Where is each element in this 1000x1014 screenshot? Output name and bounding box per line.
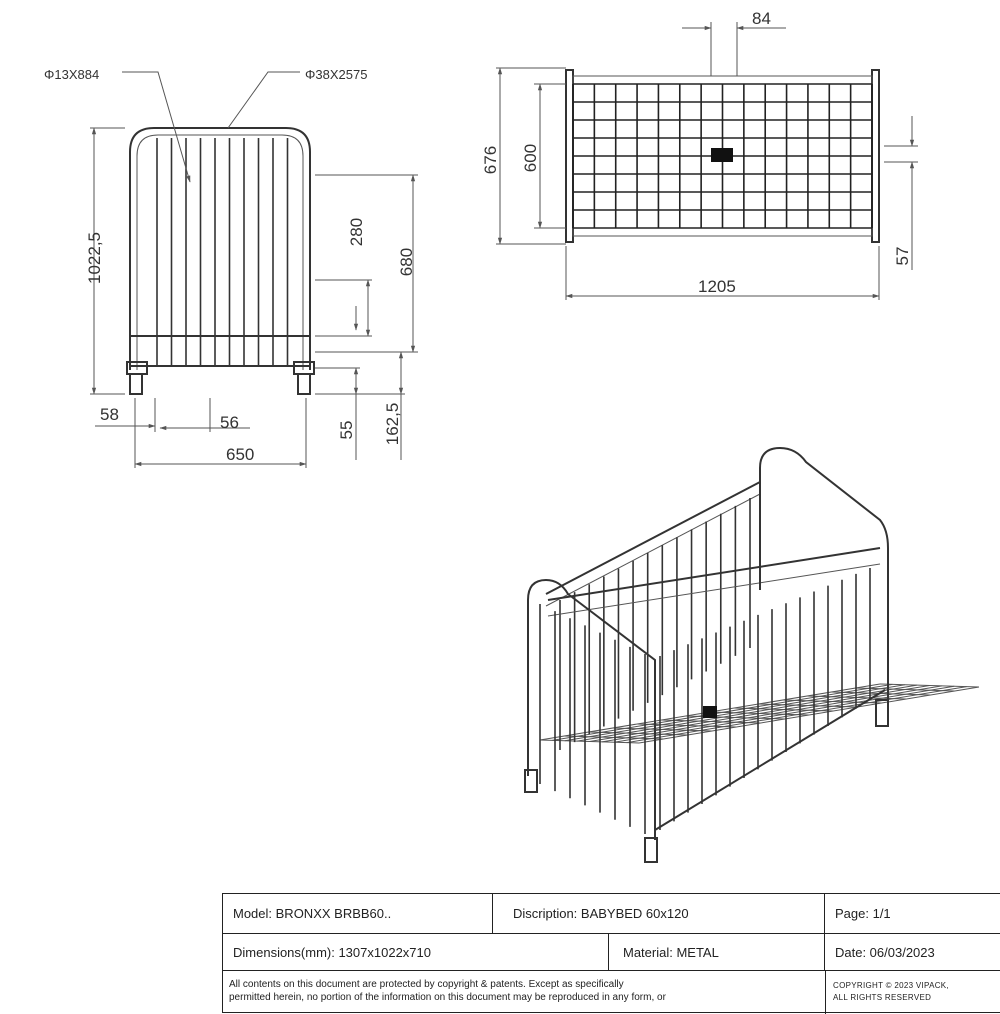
isometric-view xyxy=(525,448,979,862)
notice-line-1: All contents on this document are protected by copyright & patents. Except as specifically xyxy=(229,979,624,990)
title-block xyxy=(222,893,1000,1013)
dim-length: 1205 xyxy=(698,277,736,296)
top-rail-top xyxy=(573,76,872,84)
front-view xyxy=(44,67,418,468)
dim-total-height: 1022,5 xyxy=(85,232,104,284)
dim-inner-depth: 600 xyxy=(521,143,540,173)
dim-leg: 162,5 xyxy=(383,402,402,446)
top-view xyxy=(481,9,918,300)
iso-mattress-base xyxy=(540,684,979,743)
iso-front-bottom-rail xyxy=(655,690,885,830)
iso-back-top-rail-inner xyxy=(546,494,760,606)
leg-left xyxy=(130,374,142,394)
iso-base-line xyxy=(627,687,967,743)
dim-bottom: 55 xyxy=(337,420,356,440)
notice-line-2: permitted herein, no portion of the information on this document may be reproduced in any form, or xyxy=(229,992,666,1003)
iso-end-left xyxy=(528,580,655,840)
iso-back-top-rail xyxy=(546,482,760,594)
iso-front-side xyxy=(540,548,885,834)
callout-leader-large xyxy=(228,72,300,128)
dim-gap: 56 xyxy=(220,413,239,432)
iso-leg-front-left xyxy=(525,770,537,792)
dim-right: 57 xyxy=(893,246,912,266)
iso-back-side xyxy=(546,482,760,750)
leg-right xyxy=(298,374,310,394)
iso-front-top-rail xyxy=(548,548,880,600)
iso-base-line xyxy=(614,686,954,742)
title-divider xyxy=(825,971,826,1014)
iso-leg-front-right xyxy=(645,838,657,862)
title-page: Page: 1/1 xyxy=(825,894,1000,934)
callout-rail-large: Φ38X2575 xyxy=(305,67,368,82)
dim-side-height: 680 xyxy=(397,247,416,277)
callout-rail-small: Φ13X884 xyxy=(44,67,100,82)
title-model: Model: BRONXX BRBB60.. xyxy=(223,894,493,934)
title-date: Date: 06/03/2023 xyxy=(825,934,1000,971)
dim-width: 650 xyxy=(226,445,255,464)
top-post-right xyxy=(872,70,879,242)
dim-leg-width: 58 xyxy=(100,405,119,424)
iso-front-top-rail-inner xyxy=(548,564,880,616)
dim-upper: 280 xyxy=(347,217,366,247)
title-description: Discription: BABYBED 60x120 xyxy=(493,894,825,934)
iso-end-right xyxy=(760,448,888,700)
top-center-plate xyxy=(711,148,733,162)
dim-outer-depth: 676 xyxy=(481,145,500,175)
front-bars xyxy=(157,138,288,366)
iso-base-line xyxy=(577,685,917,741)
title-dimensions: Dimensions(mm): 1307x1022x710 xyxy=(223,934,609,971)
dim-top: 84 xyxy=(752,9,771,28)
top-rail-bottom xyxy=(573,228,872,236)
copyright-line-2: ALL RIGHTS RESERVED xyxy=(833,993,932,1002)
top-post-left xyxy=(566,70,573,242)
iso-center-plate xyxy=(703,706,717,718)
front-frame-inner xyxy=(137,135,303,370)
title-material: Material: METAL xyxy=(609,934,825,971)
copyright-line-1: COPYRIGHT © 2023 VIPACK, xyxy=(833,981,949,990)
